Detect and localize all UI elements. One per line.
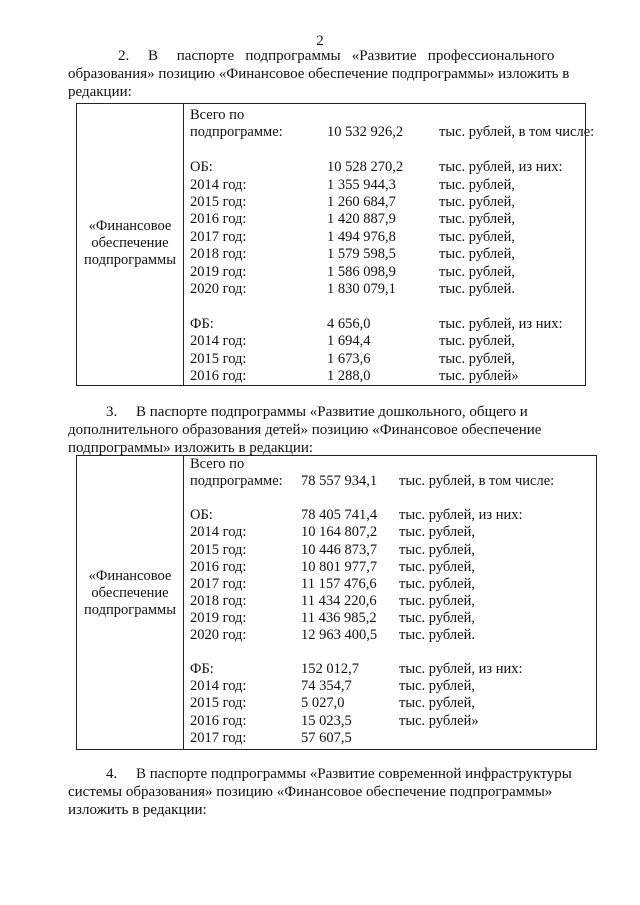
cell-amount: 10 164 807,2 xyxy=(301,524,378,541)
page-number: 2 xyxy=(316,33,324,49)
cell-amount: 1 260 684,7 xyxy=(327,194,396,210)
cell-amount: 1 579 598,5 xyxy=(327,246,396,263)
table-row xyxy=(77,661,596,678)
cell-period: ОБ: xyxy=(190,507,213,524)
paragraph-line: подпрограммы» изложить в редакции: xyxy=(68,440,314,456)
table-row xyxy=(77,559,596,576)
table-row xyxy=(77,644,596,661)
cell-unit: тыс. рублей, xyxy=(439,350,515,367)
cell-amount: 1 288,0 xyxy=(327,368,371,384)
cell-unit: тыс. рублей, xyxy=(399,558,475,575)
cell-amount: 74 354,7 xyxy=(301,678,352,695)
table-row xyxy=(77,456,596,473)
cell-unit: тыс. рублей, xyxy=(399,592,475,609)
cell-unit: тыс. рублей, xyxy=(399,678,475,695)
cell-period: 2019 год: xyxy=(190,263,247,280)
cell-period: 2017 год: xyxy=(190,575,247,592)
label-line: подпрограммы xyxy=(84,252,176,268)
cell-amount: 5 027,0 xyxy=(301,695,345,712)
cell-unit: тыс. рублей, из них: xyxy=(439,159,563,176)
table-row xyxy=(77,473,596,490)
cell-amount: 1 494 976,8 xyxy=(327,228,396,245)
cell-unit: тыс. рублей, xyxy=(399,524,475,541)
paragraph-line: системы образования» позицию «Финансовое обеспечение подпрограммы» xyxy=(68,784,553,800)
cell-amount: 152 012,7 xyxy=(301,661,359,678)
cell-amount: 4 656,0 xyxy=(327,315,371,332)
paragraph-line: 4. В паспорте подпрограммы «Развитие современной инфраструктуры xyxy=(106,766,572,782)
cell-period: 2016 год: xyxy=(190,712,247,729)
cell-amount: 1 355 944,3 xyxy=(327,176,396,193)
cell-unit: тыс. рублей, xyxy=(399,609,475,626)
cell-period: 2016 год: xyxy=(190,558,247,575)
paragraph-line: образования» позицию «Финансовое обеспечение подпрограммы» изложить в xyxy=(68,66,570,82)
cell-period: 2018 год: xyxy=(190,246,247,263)
cell-period: 2020 год: xyxy=(190,281,247,297)
cell-period: 2015 год: xyxy=(190,541,247,558)
cell-unit: тыс. рублей, из них: xyxy=(439,315,563,332)
cell-period: 2016 год: xyxy=(190,368,247,384)
cell-period: Всего по xyxy=(190,456,245,472)
table-row xyxy=(77,281,585,298)
cell-unit: тыс. рублей. xyxy=(439,281,515,297)
paragraph-line: 3. В паспорте подпрограммы «Развитие дошкольного, общего и xyxy=(106,404,528,420)
cell-amount: 1 420 887,9 xyxy=(327,211,396,228)
cell-unit: тыс. рублей, в том числе: xyxy=(439,124,595,141)
table-row xyxy=(77,316,585,333)
table-row xyxy=(77,298,585,315)
cell-unit: тыс. рублей, xyxy=(439,263,515,280)
cell-unit: тыс. рублей, xyxy=(399,541,475,558)
table-row xyxy=(77,246,585,263)
paragraph-3 xyxy=(68,404,588,459)
table-row xyxy=(77,524,596,541)
table-row xyxy=(77,678,596,695)
table-row xyxy=(77,695,596,712)
cell-period: 2015 год: xyxy=(190,695,247,712)
cell-period: 2014 год: xyxy=(190,176,247,193)
table-row xyxy=(77,229,585,246)
cell-period: 2014 год: xyxy=(190,333,247,350)
table-row xyxy=(77,368,585,385)
cell-unit: тыс. рублей, xyxy=(439,333,515,350)
cell-amount: 78 557 934,1 xyxy=(301,473,378,490)
label-line: подпрограммы xyxy=(84,602,176,618)
cell-unit: тыс. рублей, xyxy=(439,246,515,263)
cell-period: 2019 год: xyxy=(190,609,247,626)
table-row xyxy=(77,542,596,559)
table-row xyxy=(77,507,596,524)
cell-unit: тыс. рублей, xyxy=(439,194,515,210)
cell-period: ФБ: xyxy=(190,661,214,678)
table-row xyxy=(77,610,596,627)
table-row xyxy=(77,333,585,350)
funding-table-1 xyxy=(76,103,595,386)
cell-unit: тыс. рублей, xyxy=(399,575,475,592)
cell-unit: тыс. рублей, xyxy=(439,176,515,193)
cell-period: подпрограмме: xyxy=(190,124,283,141)
cell-period: 2020 год: xyxy=(190,627,247,643)
table-row xyxy=(77,576,596,593)
table-row xyxy=(77,124,595,141)
cell-unit: тыс. рублей. xyxy=(399,627,475,643)
table-row xyxy=(77,159,585,176)
table-row xyxy=(77,351,585,368)
cell-amount: 10 446 873,7 xyxy=(301,541,378,558)
cell-unit: тыс. рублей» xyxy=(399,712,479,729)
cell-period: подпрограмме: xyxy=(190,473,283,490)
cell-unit: тыс. рублей, из них: xyxy=(399,507,523,524)
label-line: обеспечение xyxy=(91,235,169,251)
cell-amount: 10 801 977,7 xyxy=(301,558,378,575)
table-row xyxy=(77,211,585,228)
cell-amount: 10 532 926,2 xyxy=(327,124,404,141)
table-row xyxy=(77,490,596,507)
cell-unit: тыс. рублей» xyxy=(439,368,519,384)
label-line: «Финансовое xyxy=(88,218,172,234)
paragraph-line: редакции: xyxy=(68,84,132,100)
cell-period: 2014 год: xyxy=(190,678,247,695)
cell-amount: 12 963 400,5 xyxy=(301,627,378,643)
cell-amount: 78 405 741,4 xyxy=(301,507,378,524)
cell-amount: 1 694,4 xyxy=(327,333,371,350)
cell-period: 2015 год: xyxy=(190,350,247,367)
cell-unit: тыс. рублей, xyxy=(439,211,515,228)
cell-amount: 1 673,6 xyxy=(327,350,371,367)
table-row xyxy=(77,264,585,281)
cell-amount: 11 157 476,6 xyxy=(301,575,377,592)
cell-period: Всего по xyxy=(190,107,245,123)
label-line: «Финансовое xyxy=(88,568,172,584)
cell-period: ОБ: xyxy=(190,159,213,176)
table-row xyxy=(77,177,585,194)
table-row xyxy=(77,194,585,211)
table-row xyxy=(77,713,596,730)
cell-amount: 15 023,5 xyxy=(301,712,352,729)
cell-period: 2016 год: xyxy=(190,211,247,228)
table-row xyxy=(77,593,596,610)
table-row xyxy=(77,107,585,124)
cell-period: 2018 год: xyxy=(190,592,247,609)
table-row xyxy=(77,730,596,747)
paragraph-2 xyxy=(68,48,588,103)
cell-unit: тыс. рублей, из них: xyxy=(399,661,523,678)
paragraph-line: дополнительного образования детей» позицию «Финансовое обеспечение xyxy=(68,422,542,438)
cell-period: 2017 год: xyxy=(190,729,247,746)
cell-period: 2015 год: xyxy=(190,194,247,210)
paragraph-line: изложить в редакции: xyxy=(68,802,207,818)
cell-amount: 10 528 270,2 xyxy=(327,159,404,176)
table-row xyxy=(77,142,585,159)
table-row xyxy=(77,627,596,644)
cell-amount: 1 586 098,9 xyxy=(327,263,396,280)
cell-period: ФБ: xyxy=(190,315,214,332)
paragraph-4 xyxy=(68,766,588,821)
paragraph-line: 2. В паспорте подпрограммы «Развитие профессионального xyxy=(118,48,555,64)
cell-amount: 11 434 220,6 xyxy=(301,592,377,609)
funding-table-2 xyxy=(76,455,597,750)
cell-unit: тыс. рублей, xyxy=(399,695,475,712)
cell-amount: 1 830 079,1 xyxy=(327,281,396,297)
cell-unit: тыс. рублей, в том числе: xyxy=(399,473,555,490)
cell-unit: тыс. рублей, xyxy=(439,228,515,245)
label-line: обеспечение xyxy=(91,585,169,601)
cell-period: 2017 год: xyxy=(190,228,247,245)
cell-period: 2014 год: xyxy=(190,524,247,541)
cell-amount: 11 436 985,2 xyxy=(301,609,377,626)
cell-amount: 57 607,5 xyxy=(301,729,352,746)
